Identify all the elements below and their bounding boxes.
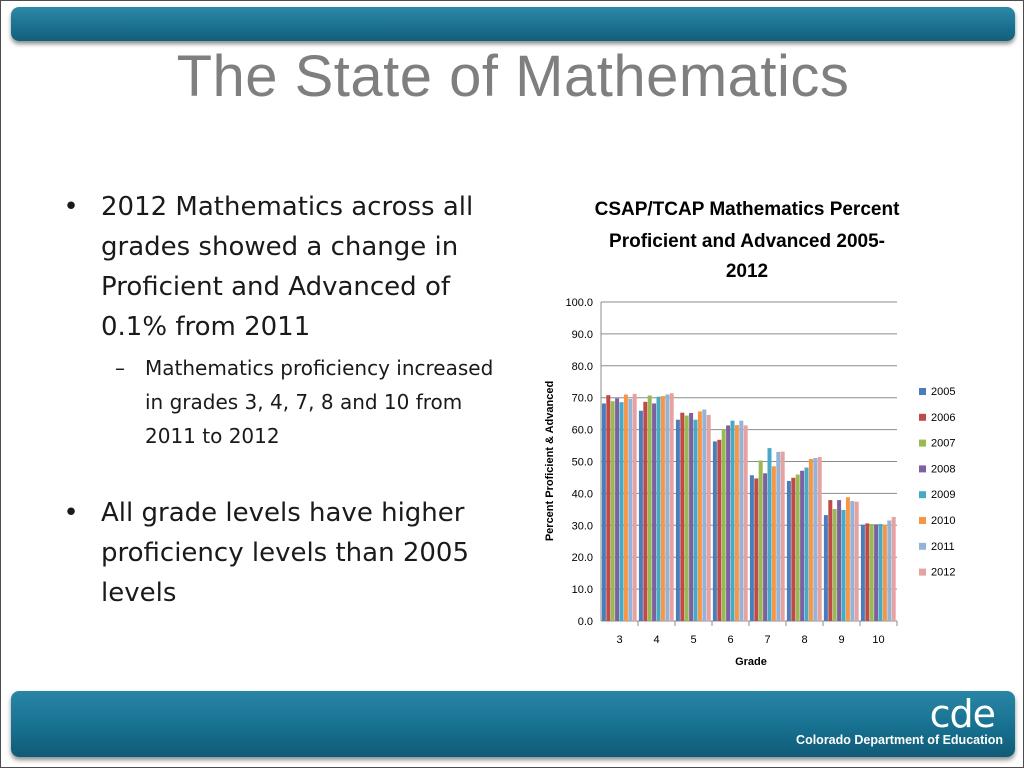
- y-tick-label: 60.0: [571, 424, 593, 437]
- bar: [615, 398, 619, 621]
- bullet-glyph: •: [63, 192, 79, 222]
- legend-swatch: [919, 440, 926, 447]
- header-bar: [11, 7, 1015, 41]
- bullet-glyph: •: [63, 498, 79, 528]
- x-tick-label: 4: [653, 634, 660, 646]
- x-tick-label: 6: [727, 634, 734, 646]
- bar: [754, 478, 758, 621]
- bar: [670, 393, 674, 621]
- bars: [602, 393, 896, 621]
- bar: [735, 425, 739, 621]
- organization-name: Colorado Department of Education: [796, 733, 1003, 747]
- bar: [763, 473, 767, 621]
- bar-chart: [521, 187, 991, 677]
- legend-label: 2009: [931, 489, 956, 502]
- bar: [744, 425, 748, 621]
- bullet-item: [61, 187, 501, 347]
- bar: [892, 517, 896, 621]
- bar: [602, 403, 606, 621]
- bar: [781, 452, 785, 621]
- bar: [870, 524, 874, 621]
- bar: [850, 501, 854, 621]
- bar: [694, 420, 698, 621]
- chart-title-line: CSAP/TCAP Mathematics Percent: [594, 199, 900, 220]
- y-tick-label: 100.0: [565, 297, 593, 309]
- bar: [776, 452, 780, 621]
- bar: [787, 481, 791, 621]
- bar: [750, 475, 754, 621]
- bar: [824, 515, 828, 621]
- legend-swatch: [919, 569, 926, 576]
- bar: [606, 395, 610, 621]
- bar: [665, 395, 669, 621]
- bar: [855, 502, 859, 621]
- bar: [648, 395, 652, 621]
- bar: [874, 524, 878, 621]
- bar: [809, 459, 813, 621]
- y-tick-label: 10.0: [571, 584, 593, 597]
- y-tick-label: 80.0: [571, 360, 593, 373]
- bar: [837, 500, 841, 621]
- bar: [652, 403, 656, 621]
- bar: [768, 448, 772, 621]
- bar: [717, 440, 721, 621]
- sub-bullet-item: [61, 351, 501, 453]
- legend-swatch: [919, 465, 926, 472]
- y-tick-label: 40.0: [571, 488, 593, 501]
- page-title: The State of Mathematics: [176, 44, 850, 109]
- bar: [611, 401, 615, 621]
- bar: [887, 521, 891, 621]
- bar: [828, 500, 832, 621]
- x-tick-label: 7: [764, 634, 771, 646]
- legend-label: 2010: [931, 515, 956, 527]
- bar: [861, 525, 865, 621]
- chart-title-line: Proficient and Advanced 2005-: [609, 231, 885, 252]
- bar: [620, 402, 624, 621]
- y-tick-label: 20.0: [571, 552, 593, 565]
- bar: [842, 510, 846, 621]
- bullet-list: [61, 187, 501, 613]
- footer-bar: [11, 691, 1015, 757]
- bar: [624, 395, 628, 621]
- y-axis-label: Percent Proficient & Advanced: [544, 380, 556, 542]
- y-tick-label: 50.0: [571, 456, 593, 469]
- y-tick-label: 0.0: [577, 616, 593, 628]
- bar: [657, 397, 661, 621]
- bar: [846, 497, 850, 621]
- bar: [676, 420, 680, 621]
- bar: [628, 399, 632, 621]
- bar: [805, 468, 809, 621]
- bar: [685, 416, 689, 621]
- legend-swatch: [919, 543, 926, 550]
- x-tick-label: 8: [801, 634, 808, 646]
- sub-bullet-glyph: –: [115, 356, 125, 380]
- legend-swatch: [919, 491, 926, 498]
- bar: [698, 411, 702, 621]
- bar: [702, 410, 706, 621]
- bar: [796, 475, 800, 621]
- y-tick-label: 30.0: [571, 520, 593, 533]
- x-axis-label: Grade: [735, 656, 767, 668]
- bar: [661, 396, 665, 621]
- bar: [883, 525, 887, 621]
- x-tick-label: 3: [616, 634, 623, 646]
- bar: [689, 413, 693, 621]
- bar: [639, 411, 643, 621]
- legend-label: 2011: [931, 540, 955, 553]
- legend-label: 2007: [931, 437, 956, 450]
- legend-label: 2005: [931, 386, 956, 398]
- legend-label: 2006: [931, 411, 956, 424]
- x-tick-label: 10: [872, 634, 885, 646]
- bar: [791, 478, 795, 621]
- bar: [731, 421, 735, 621]
- bar: [833, 509, 837, 621]
- sub-bullet-text: Mathematics proficiency increased in grades 3, 4, 7, 8 and 10 from 2011 to 2012: [145, 356, 494, 448]
- chart-title-line: 2012: [725, 261, 769, 282]
- bullet-text: All grade levels have higher proficiency levels than 2005 levels: [101, 498, 469, 608]
- legend: [919, 386, 955, 579]
- bullet-text: 2012 Mathematics across all grades showed a change in Proficient and Advanced of 0.1% from 2011: [101, 192, 474, 342]
- legend-swatch: [919, 414, 926, 421]
- bar: [643, 402, 647, 621]
- bar: [800, 471, 804, 621]
- x-tick-label: 5: [690, 634, 697, 646]
- bar: [722, 429, 726, 621]
- bar: [633, 394, 637, 621]
- bar: [713, 441, 717, 621]
- legend-label: 2012: [931, 566, 956, 579]
- bar: [879, 524, 883, 621]
- bar: [707, 415, 711, 621]
- bar: [680, 413, 684, 621]
- x-axis-ticks: [616, 634, 884, 646]
- legend-swatch: [919, 517, 926, 524]
- legend-label: 2008: [931, 463, 956, 476]
- bar: [865, 523, 869, 621]
- legend-swatch: [919, 388, 926, 395]
- y-tick-label: 70.0: [571, 392, 593, 405]
- bar: [739, 421, 743, 621]
- bullet-item: [61, 493, 501, 613]
- y-axis-ticks: [565, 297, 593, 628]
- x-tick-label: 9: [838, 634, 845, 646]
- bar: [813, 458, 817, 621]
- y-tick-label: 90.0: [571, 328, 593, 341]
- cde-logo: cde: [929, 692, 995, 736]
- bar: [759, 461, 763, 621]
- bar: [772, 466, 776, 621]
- bar: [726, 425, 730, 621]
- bar: [818, 457, 822, 621]
